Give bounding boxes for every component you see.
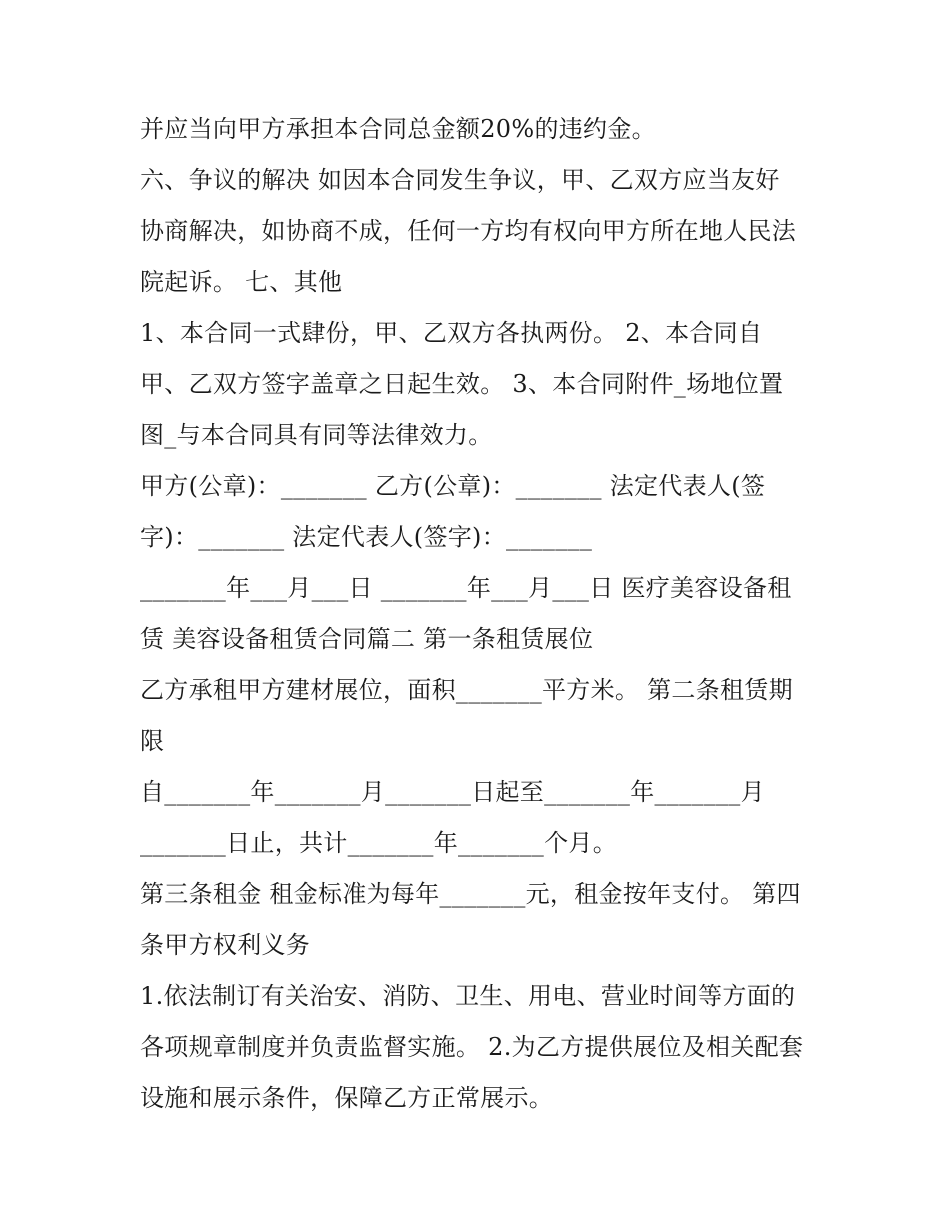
text-line: _______年___月___日 _______年___月___日 医疗美容设备租 <box>140 574 792 602</box>
text-line: _______日止，共计_______年_______个月。 <box>140 829 617 857</box>
text-line: 赁 美容设备租赁合同篇二 第一条租赁展位 <box>140 625 594 653</box>
text-line: 第三条租金 租金标准为每年_______元，租金按年支付。 第四 <box>140 880 801 908</box>
text-line: 图_与本合同具有同等法律效力。 <box>140 421 493 449</box>
text-line: 六、争议的解决 如因本合同发生争议，甲、乙双方应当友好 <box>140 166 780 194</box>
text-line: 甲方(公章)：_______ 乙方(公章)：_______ 法定代表人(签 <box>140 472 766 500</box>
text-line: 自_______年_______月_______日起至_______年_______月 <box>140 778 765 806</box>
text-line: 1.依法制订有关治安、消防、卫生、用电、营业时间等方面的 <box>140 982 796 1010</box>
text-line: 设施和展示条件，保障乙方正常展示。 <box>140 1084 554 1112</box>
text-line: 院起诉。 七、其他 <box>140 268 343 296</box>
text-line: 并应当向甲方承担本合同总金额20%的违约金。 <box>140 115 656 143</box>
text-line: 条甲方权利义务 <box>140 931 311 959</box>
text-line: 乙方承租甲方建材展位，面积_______平方米。 第二条租赁期 <box>140 676 793 704</box>
text-line: 甲、乙双方签字盖章之日起生效。 3、本合同附件_场地位置 <box>140 370 784 398</box>
text-line: 字)：_______ 法定代表人(签字)：_______ <box>140 523 593 551</box>
text-line: 协商解决，如协商不成，任何一方均有权向甲方所在地人民法 <box>140 217 797 245</box>
text-line: 各项规章制度并负责监督实施。 2.为乙方提供展位及相关配套 <box>140 1033 804 1061</box>
text-line: 1、本合同一式肆份，甲、乙双方各执两份。 2、本合同自 <box>140 319 763 347</box>
text-line: 限 <box>140 727 165 755</box>
